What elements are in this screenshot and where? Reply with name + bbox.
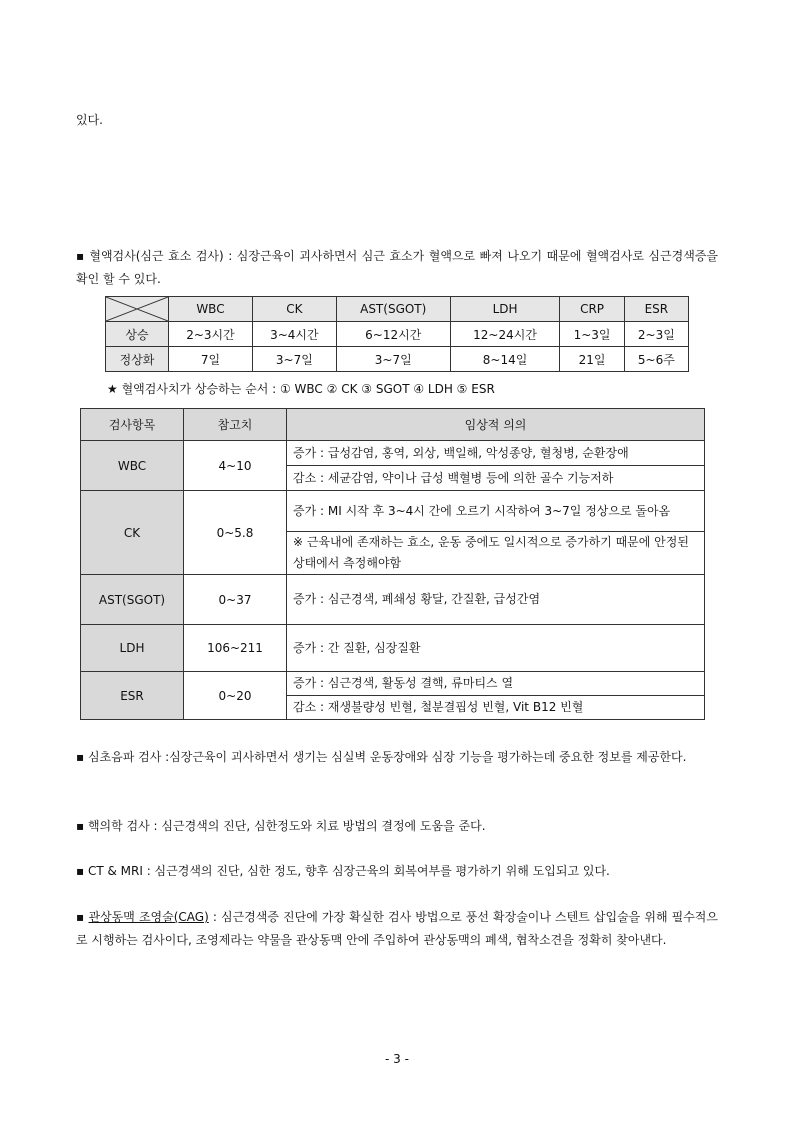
table-cell: 7일: [169, 347, 253, 372]
item-cell: WBC: [81, 441, 184, 491]
ref-cell: 0~20: [184, 672, 287, 720]
time-course-table: [105, 296, 689, 372]
page-number: - 3 -: [385, 1052, 409, 1066]
table-cell: 2~3시간: [169, 322, 253, 347]
order-note: ★ 혈액검사치가 상승하는 순서 : ① WBC ② CK ③ SGOT ④ LDH ⑤ ESR: [107, 382, 495, 396]
table-cell: 2~3일: [624, 322, 688, 347]
column-header: 참고치: [184, 409, 287, 441]
table-cell: 3~4시간: [252, 322, 336, 347]
item-cell: CK: [81, 491, 184, 575]
table-row: [106, 347, 689, 372]
ref-cell: 0~37: [184, 575, 287, 625]
table-row: [81, 491, 705, 532]
bullet: ▪: [76, 910, 85, 924]
ref-cell: 0~5.8: [184, 491, 287, 575]
reference-header-row: [81, 409, 705, 441]
cag-text: : 심근경색증 진단에 가장 확실한 검사 방법으로 풍선 확장술이나 스텐트 삽입술을 위해 필수적으로 시행하는 검사이다, 조영제라는 약물을 관상동맥 안에 주입하여 관상동맥의 폐색, 협착소견을 정확히 찾아낸다.: [76, 910, 718, 947]
blood-test-paragraph: [76, 245, 718, 291]
table-cell: 1~3일: [560, 322, 624, 347]
table-cell: 3~7일: [336, 347, 450, 372]
cag-term: 관상동맥 조영술(CAG): [88, 910, 209, 924]
item-cell: LDH: [81, 625, 184, 672]
note-cell: 증가 : MI 시작 후 3~4시 간에 오르기 시작하여 3~7일 정상으로 돌아옴: [287, 491, 705, 532]
table-cell: 5~6주: [624, 347, 688, 372]
note-cell: ※ 근육내에 존재하는 효소, 운동 중에도 일시적으로 증가하기 때문에 안정된 상태에서 측정해야함: [287, 532, 705, 575]
table-row: [81, 575, 705, 625]
column-header: CRP: [560, 297, 624, 322]
nuclear-paragraph: ▪ 핵의학 검사 : 심근경색의 진단, 심한정도와 치료 방법의 결정에 도움을 준다.: [76, 819, 486, 833]
table-cell: 21일: [560, 347, 624, 372]
table-cell: 12~24시간: [450, 322, 560, 347]
ref-cell: 106~211: [184, 625, 287, 672]
column-header: ESR: [624, 297, 688, 322]
row-header: 정상화: [106, 347, 169, 372]
table-row: [81, 625, 705, 672]
column-header: WBC: [169, 297, 253, 322]
blood-test-text: 혈액검사(심근 효소 검사) : 심장근육이 괴사하면서 심근 효소가 혈액으로 빠져 나오기 때문에 혈액검사로 심근경색증을 확인 할 수 있다.: [76, 249, 718, 286]
reference-values-table: [80, 408, 705, 720]
ref-cell: 4~10: [184, 441, 287, 491]
table-cell: 6~12시간: [336, 322, 450, 347]
note-cell: 증가 : 심근경색, 활동성 결핵, 류마티스 열: [287, 672, 705, 696]
note-cell: 증가 : 간 질환, 심장질환: [287, 625, 705, 672]
column-header: AST(SGOT): [336, 297, 450, 322]
note-cell: 증가 : 심근경색, 폐쇄성 황달, 간질환, 급성간염: [287, 575, 705, 625]
cag-paragraph: [76, 906, 718, 952]
row-header: 상승: [106, 322, 169, 347]
diagonal-cross: [106, 297, 168, 321]
table-row: [106, 322, 689, 347]
item-cell: AST(SGOT): [81, 575, 184, 625]
column-header: CK: [252, 297, 336, 322]
table-row: [81, 672, 705, 696]
bullet: ▪: [76, 249, 85, 263]
echo-paragraph: ▪ 심초음파 검사 :심장근육이 괴사하면서 생기는 심실벽 운동장애와 심장 기능을 평가하는데 중요한 정보를 제공한다.: [76, 750, 687, 764]
table-cell: 3~7일: [252, 347, 336, 372]
column-header: 검사항목: [81, 409, 184, 441]
table-row: [81, 441, 705, 466]
note-cell: 증가 : 급성감염, 홍역, 외상, 백일해, 악성종양, 혈청병, 순환장애: [287, 441, 705, 466]
table-cell: 8~14일: [450, 347, 560, 372]
item-cell: ESR: [81, 672, 184, 720]
note-cell: 감소 : 재생불량성 빈혈, 철분결핍성 빈혈, Vit B12 빈혈: [287, 696, 705, 720]
corner-cell: [106, 297, 169, 322]
column-header: LDH: [450, 297, 560, 322]
column-header: 임상적 의의: [287, 409, 705, 441]
ct-mri-paragraph: ▪ CT & MRI : 심근경색의 진단, 심한 정도, 향후 심장근육의 회복여부를 평가하기 위해 도입되고 있다.: [76, 864, 610, 878]
time-course-header-row: [106, 297, 689, 322]
top-fragment: 있다.: [76, 113, 103, 127]
note-cell: 감소 : 세균감염, 약이나 급성 백혈병 등에 의한 골수 기능저하: [287, 466, 705, 491]
